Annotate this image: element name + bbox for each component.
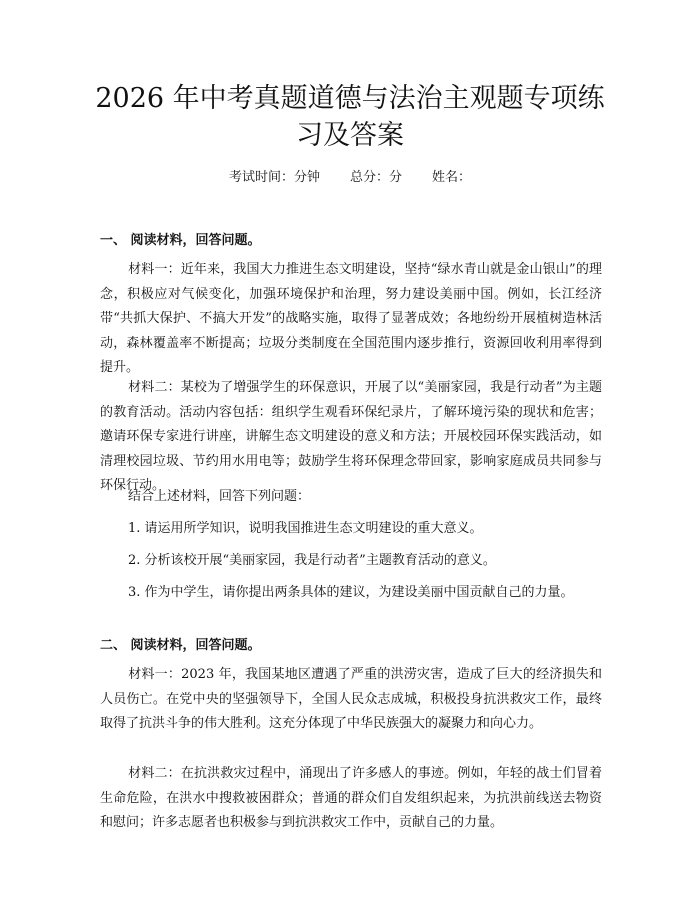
exam-time-unit: 分钟 xyxy=(293,170,320,185)
section-2-material-2: 材料二：在抗洪救灾过程中，涌现出了许多感人的事迹。例如，年轻的战士们冒着生命危险，在洪水中搜救被困群众；普通的群众们自发组织起来，为抗洪前线送去物资和慰问；许多志愿者也积极参与到抗洪救灾工作中，贡献自己的力量。 xyxy=(100,766,602,830)
section-1-material-2: 材料二：某校为了增强学生的环保意识，开展了以“美丽家园，我是行动者”为主题的教育活动。活动内容包括：组织学生观看环保纪录片，了解环境污染的现状和危害；邀请环保专家进行讲座，讲解生态文明建设的意义和方法；开展校园环保实践活动，如清理校园垃圾、节约用水用电等；鼓励学生将环保理念带回家，影响家庭成员共同参与环保行动。 xyxy=(100,380,602,493)
section-1-question-2: 2. 分析该校开展“美丽家园，我是行动者”主题教育活动的意义。 xyxy=(128,553,496,568)
section-2-heading: 二、 阅读材料，回答问题。 xyxy=(100,638,261,653)
total-score-unit: 分 xyxy=(389,170,403,185)
exam-time-label: 考试时间： xyxy=(228,170,294,185)
section-1-heading: 一、 阅读材料，回答问题。 xyxy=(100,233,261,248)
exam-info-line xyxy=(0,168,700,188)
section-1-instruction: 结合上述材料，回答下列问题： xyxy=(128,489,311,504)
section-1-material-1: 材料一：近年来，我国大力推进生态文明建设，坚持“绿水青山就是金山银山”的理念，积极应对气候变化，加强环境保护和治理，努力建设美丽中国。例如，长江经济带“共抓大保护、不搞大开发”的战略实施，取得了显著成效；各地纷纷开展植树造林活动，森林覆盖率不断提高；垃圾分类制度在全国范围内逐步推行，资源回收利用率得到提升。 xyxy=(100,262,602,375)
name-label: 姓名： xyxy=(432,170,472,185)
section-1-question-1: 1. 请运用所学知识，说明我国推进生态文明建设的重大意义。 xyxy=(128,521,483,536)
total-score-label: 总分： xyxy=(349,170,389,185)
page-title: 2026 年中考真题道德与法治主观题专项练习及答案 xyxy=(95,83,605,151)
section-1-question-3: 3. 作为中学生，请你提出两条具体的建议，为建设美丽中国贡献自己的力量。 xyxy=(128,585,574,600)
section-2-material-1: 材料一：2023 年，我国某地区遭遇了严重的洪涝灾害，造成了巨大的经济损失和人员伤亡。在党中央的坚强领导下，全国人民众志成城，积极投身抗洪救灾工作，最终取得了抗洪斗争的伟大胜利。这充分体现了中华民族强大的凝聚力和向心力。 xyxy=(100,667,602,731)
